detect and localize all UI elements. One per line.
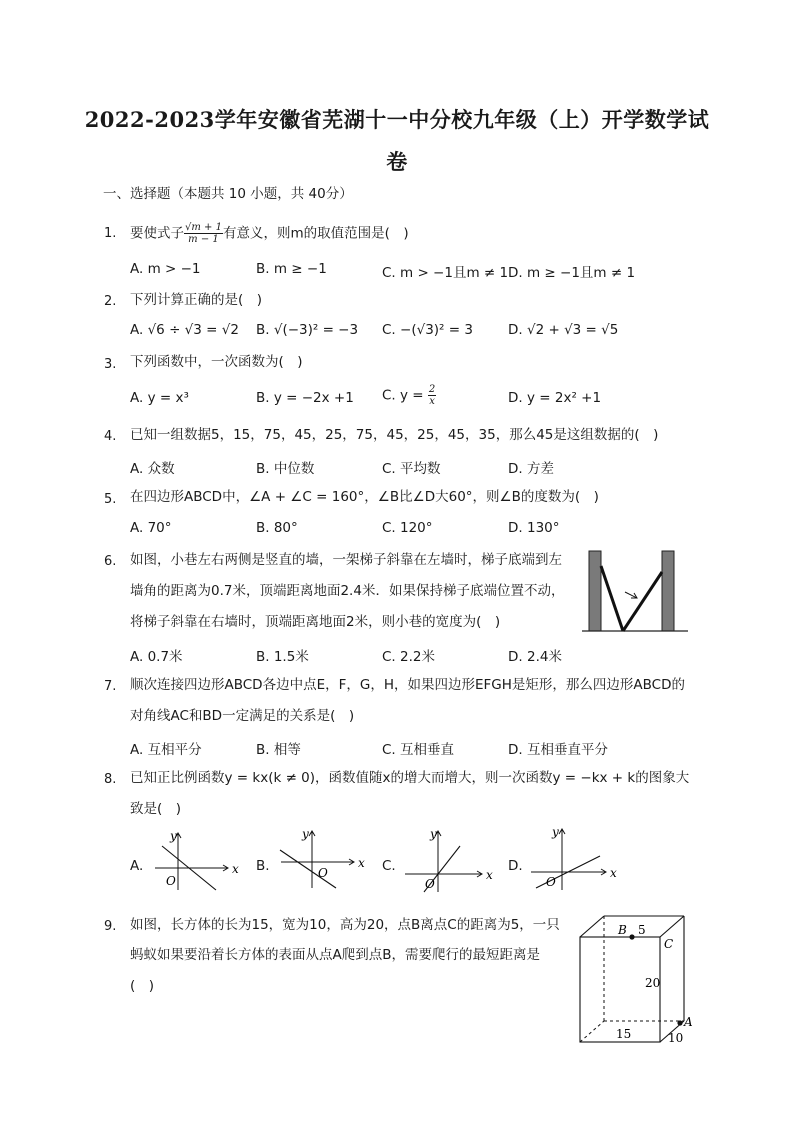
graph-c-y-label: y: [430, 827, 437, 841]
hidden-edge: [580, 1021, 604, 1042]
q1-frac-top: √m + 1: [185, 222, 222, 233]
q9-line1: 如图，长方体的长为15，宽为10，高为20，点B离点C的距离为5，一只: [130, 917, 560, 933]
label-c: C: [664, 937, 674, 951]
q9-line3: ( ): [130, 978, 155, 994]
q4-number: 4.: [104, 429, 117, 444]
graph-d-y-label: y: [552, 825, 559, 839]
q8-graph-c: [400, 826, 495, 894]
q1-option-b: B. m ≥ −1: [256, 261, 327, 277]
q7-option-c: C. 互相垂直: [382, 742, 455, 758]
q9-number: 9.: [104, 919, 117, 934]
q4-option-d: D. 方差: [508, 461, 554, 477]
q4-stem: 已知一组数据5，15，75，45，25，75，45，25，45，35，那么45是这组数据的( ): [130, 427, 659, 443]
q8-graph-b: [276, 826, 366, 891]
q3-option-b: B. y = −2x +1: [256, 390, 354, 406]
q6-option-c: C. 2.2米: [382, 649, 435, 665]
graph-a-x-label: x: [232, 862, 239, 876]
q2-option-a: A. √6 ÷ √3 = √2: [130, 322, 239, 338]
q2-stem: 下列计算正确的是( ): [130, 292, 263, 308]
q7-option-a: A. 互相平分: [130, 742, 202, 758]
exam-title-line1: 2022-2023学年安徽省芜湖十一中分校九年级（上）开学数学试: [84, 107, 710, 132]
q1-fraction: [184, 222, 223, 245]
q5-option-b: B. 80°: [256, 520, 298, 536]
q6-line3: 将梯子斜靠在右墙时，顶端距离地面2米，则小巷的宽度为( ): [130, 614, 501, 630]
section-heading: 一、选择题（本题共 10 小题，共 40分）: [103, 186, 353, 202]
q6-option-b: B. 1.5米: [256, 649, 309, 665]
q7-number: 7.: [104, 679, 117, 694]
label-ten: 10: [668, 1031, 684, 1045]
graph-b-x-label: x: [358, 856, 365, 870]
q7-line1: 顺次连接四边形ABCD各边中点E，F，G，H，如果四边形EFGH是矩形，那么四边形ABCD的: [130, 677, 685, 693]
q7-line2: 对角线AC和BD一定满足的关系是( ): [130, 708, 355, 724]
q8-option-b-letter: B.: [256, 858, 270, 874]
q7-option-d: D. 互相垂直平分: [508, 742, 608, 758]
q3-option-c-fraction: [428, 384, 436, 407]
q9-cuboid-figure: [574, 910, 694, 1050]
q8-option-c-letter: C.: [382, 858, 396, 874]
q8-number: 8.: [104, 772, 117, 787]
q6-ladder-figure: [580, 548, 690, 634]
label-fifteen: 15: [616, 1027, 632, 1041]
graph-d-x-label: x: [610, 866, 617, 880]
graph-b-origin: O: [318, 866, 328, 880]
graph-c-origin: O: [425, 877, 435, 891]
point-a: [677, 1020, 682, 1025]
label-a: A: [684, 1015, 693, 1029]
graph-a-origin: O: [166, 874, 176, 888]
q8-option-d-letter: D.: [508, 858, 523, 874]
q1-option-a: A. m > −1: [130, 261, 201, 277]
q4-option-a: A. 众数: [130, 461, 175, 477]
q3-option-c-text: C. y =: [382, 387, 424, 404]
point-b: [629, 934, 634, 939]
q2-option-b: B. √(−3)² = −3: [256, 322, 359, 338]
q5-stem: 在四边形ABCD中，∠A + ∠C = 160°，∠B比∠D大60°，则∠B的度数为( ): [130, 489, 599, 505]
right-wall: [662, 551, 674, 631]
label-b: B: [618, 923, 627, 937]
graph-c-x-label: x: [486, 868, 493, 882]
q9-line2: 蚂蚁如果要沿着长方体的表面从点A爬到点B，需要爬行的最短距离是: [130, 947, 540, 963]
q1-stem: [130, 222, 409, 245]
q8-option-a-letter: A.: [130, 858, 144, 874]
graph-a-y-label: y: [170, 829, 177, 843]
q4-option-c: C. 平均数: [382, 461, 441, 477]
q1-number: 1.: [104, 226, 117, 241]
graph-b-y-label: y: [302, 827, 309, 841]
q6-number: 6.: [104, 554, 117, 569]
label-twenty: 20: [645, 976, 661, 990]
q3-c-frac-bottom: x: [429, 396, 435, 407]
q8-line2: 致是( ): [130, 801, 182, 817]
q3-option-a: A. y = x³: [130, 390, 189, 406]
q8-graph-a: [150, 828, 240, 893]
q1-text-pre: 要使式子: [130, 225, 184, 242]
left-wall: [589, 551, 601, 631]
exam-title-line2: 卷: [386, 149, 408, 174]
q3-option-c: [382, 384, 436, 407]
ladder-right: [623, 572, 662, 631]
q7-option-b: B. 相等: [256, 742, 301, 758]
q8-graph-d: [526, 824, 621, 892]
q1-text-post: 有意义，则m的取值范围是( ): [222, 225, 409, 242]
q2-option-d: D. √2 + √3 = √5: [508, 322, 619, 338]
q1-option-d: D. m ≥ −1且m ≠ 1: [508, 265, 636, 281]
q3-c-frac-top: 2: [428, 384, 436, 395]
ladder-left: [601, 566, 623, 631]
q3-number: 3.: [104, 357, 117, 372]
q2-option-c: C. −(√3)² = 3: [382, 322, 473, 338]
graph-d-origin: O: [546, 875, 556, 889]
q5-option-d: D. 130°: [508, 520, 560, 536]
q8-line1: 已知正比例函数y = kx(k ≠ 0)，函数值随x的增大而增大，则一次函数y = −kx + k的图象大: [130, 770, 690, 786]
q1-option-c: C. m > −1且m ≠ 1: [382, 265, 509, 281]
q4-option-b: B. 中位数: [256, 461, 315, 477]
q6-option-d: D. 2.4米: [508, 649, 562, 665]
q6-line1: 如图，小巷左右两侧是竖直的墙，一架梯子斜靠在左墙时，梯子底端到左: [130, 552, 562, 568]
q5-option-c: C. 120°: [382, 520, 433, 536]
label-five: 5: [638, 923, 646, 937]
q1-frac-bottom: m − 1: [188, 234, 219, 245]
q3-option-d: D. y = 2x² +1: [508, 390, 602, 406]
q6-option-a: A. 0.7米: [130, 649, 183, 665]
q6-line2: 墙角的距离为0.7米，顶端距离地面2.4米．如果保持梯子底端位置不动，: [130, 583, 565, 599]
q5-option-a: A. 70°: [130, 520, 172, 536]
q5-number: 5.: [104, 492, 117, 507]
q2-number: 2.: [104, 294, 117, 309]
q3-stem: 下列函数中，一次函数为( ): [130, 354, 303, 370]
